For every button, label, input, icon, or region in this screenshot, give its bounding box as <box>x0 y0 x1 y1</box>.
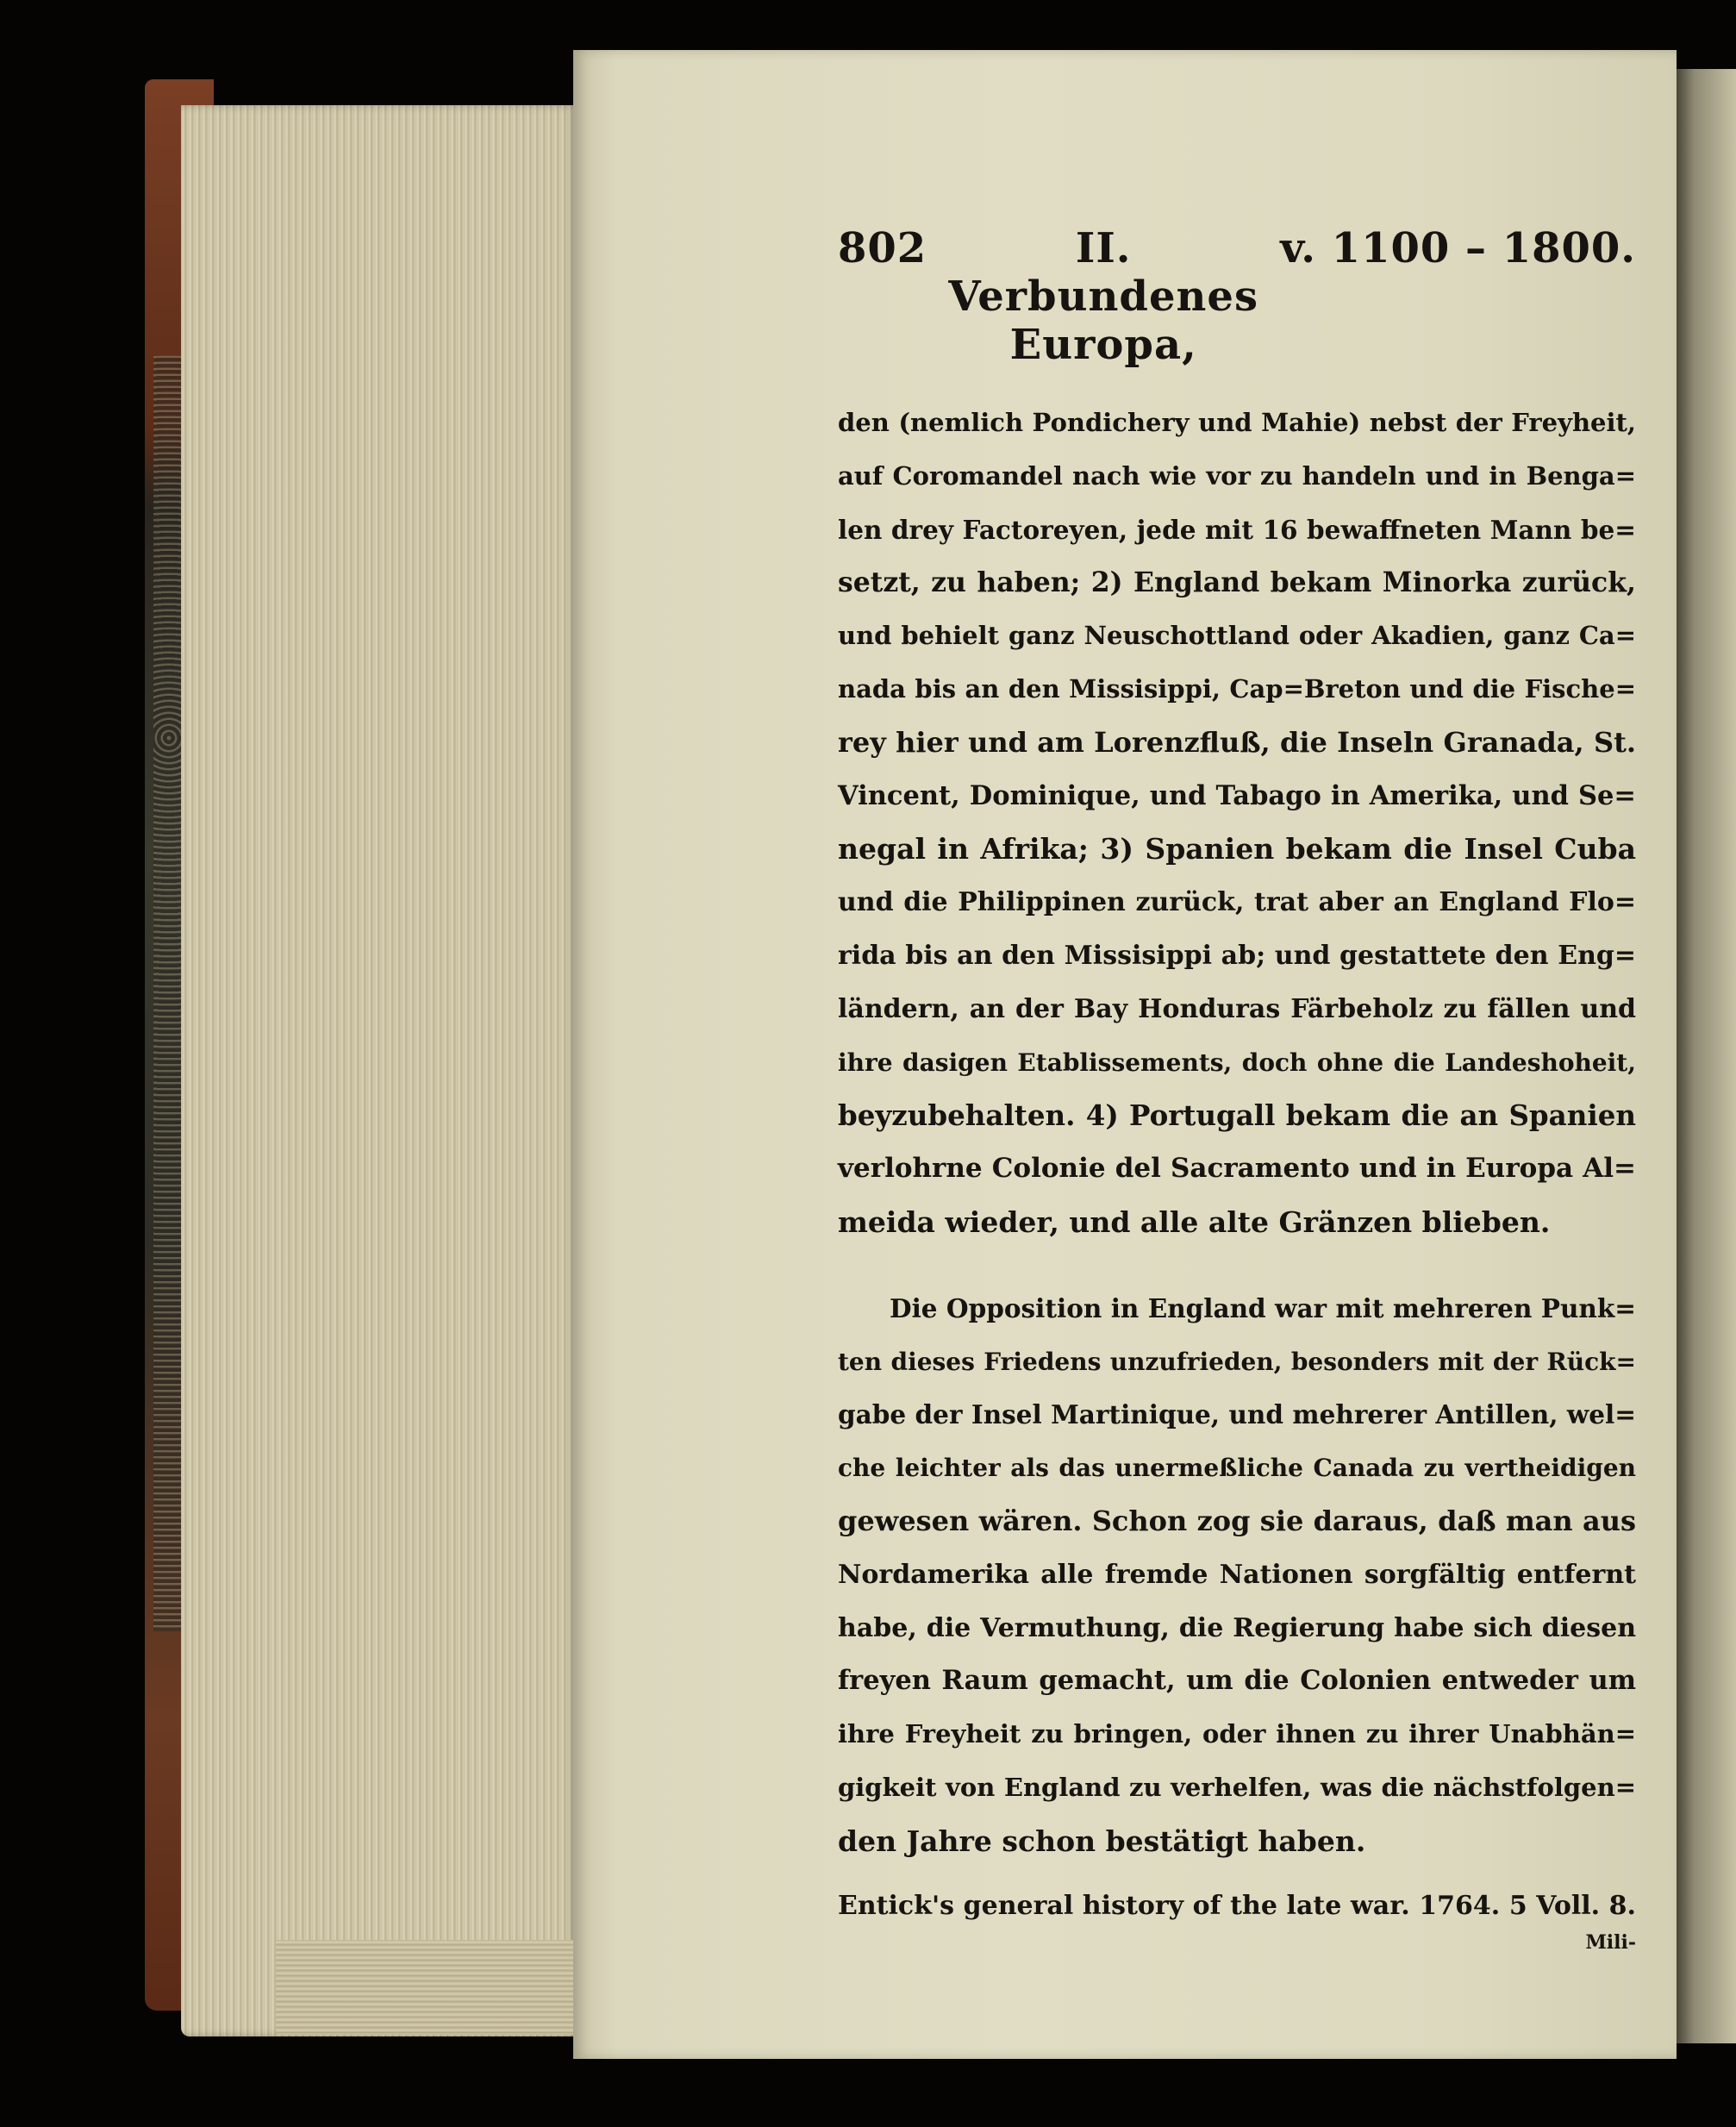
text-line: che leichter als das unermeßliche Canada zu vertheidigen <box>838 1454 1636 1483</box>
citation-footnote: Entick's general history of the late war. 1764. 5 Voll. 8. <box>838 1890 1636 1921</box>
text-line: beyzubehalten. 4) Portugall bekam die an Spanien <box>838 1098 1636 1133</box>
page-edges-bottom <box>276 1940 586 2035</box>
page-text-block <box>838 224 1636 1954</box>
text-line: meida wieder, und alle alte Gränzen blieben. <box>838 1204 1551 1239</box>
facing-page-edge <box>1677 69 1736 2043</box>
text-line: setzt, zu haben; 2) England bekam Minorka zurück, <box>838 566 1636 599</box>
text-line: gigkeit von England zu verhelfen, was die nächstfolgen= <box>838 1772 1636 1802</box>
text-line: rida bis an den Missisippi ab; und gestattete den Eng= <box>838 940 1636 971</box>
text-line: ihre dasigen Etablissements, doch ohne die Landeshoheit, <box>838 1048 1636 1077</box>
text-line: Nordamerika alle fremde Nationen sorgfältig entfernt <box>838 1559 1636 1590</box>
paragraph-1 <box>838 397 1636 1249</box>
text-line: ländern, an der Bay Honduras Färbeholz zu fällen und <box>838 993 1636 1024</box>
text-line: den (nemlich Pondichery und Mahie) nebst der Freyheit, <box>838 408 1636 437</box>
page-number: 802 <box>838 224 927 272</box>
text-line: und behielt ganz Neuschottland oder Akadien, ganz Ca= <box>838 621 1636 651</box>
text-line: rey hier und am Lorenzfluß, die Inseln Granada, St. <box>838 725 1636 759</box>
text-line: auf Coromandel nach wie vor zu handeln und in Benga= <box>838 460 1636 491</box>
text-line: freyen Raum gemacht, um die Colonien entweder um <box>838 1665 1636 1697</box>
text-line: nada bis an den Missisippi, Cap=Breton und die Fische= <box>838 673 1636 704</box>
text-line: und die Philippinen zurück, trat aber an England Flo= <box>838 887 1636 918</box>
text-line: ihre Freyheit zu bringen, oder ihnen zu ihrer Unabhän= <box>838 1719 1636 1749</box>
text-line: verlohrne Colonie del Sacramento und in Europa Al= <box>838 1153 1636 1185</box>
text-line: habe, die Vermuthung, die Regierung habe sich diesen <box>838 1612 1636 1643</box>
text-line: ten dieses Friedens unzufrieden, besonders mit der Rück= <box>838 1347 1636 1376</box>
text-line: gewesen wären. Schon zog sie daraus, daß man aus <box>838 1504 1636 1537</box>
text-line: len drey Factoreyen, jede mit 16 bewaffneten Mann be= <box>838 514 1636 545</box>
catchword: Mili- <box>1585 1930 1636 1954</box>
page-edges <box>181 105 578 2036</box>
paragraph-2 <box>838 1282 1636 1868</box>
text-line: Vincent, Dominique, und Tabago in Amerika, und Se= <box>838 779 1636 811</box>
text-line: den Jahre schon bestätigt haben. <box>838 1824 1366 1858</box>
text-line: negal in Afrika; 3) Spanien bekam die Insel Cuba <box>838 832 1636 866</box>
running-head-dates: v. 1100 – 1800. <box>1280 224 1636 272</box>
text-line: Die Opposition in England war mit mehreren Punk= <box>890 1292 1636 1323</box>
running-head <box>838 224 1636 369</box>
running-head-title: II. Verbundenes Europa, <box>948 224 1258 369</box>
text-line: gabe der Insel Martinique, und mehrerer Antillen, wel= <box>838 1399 1636 1430</box>
